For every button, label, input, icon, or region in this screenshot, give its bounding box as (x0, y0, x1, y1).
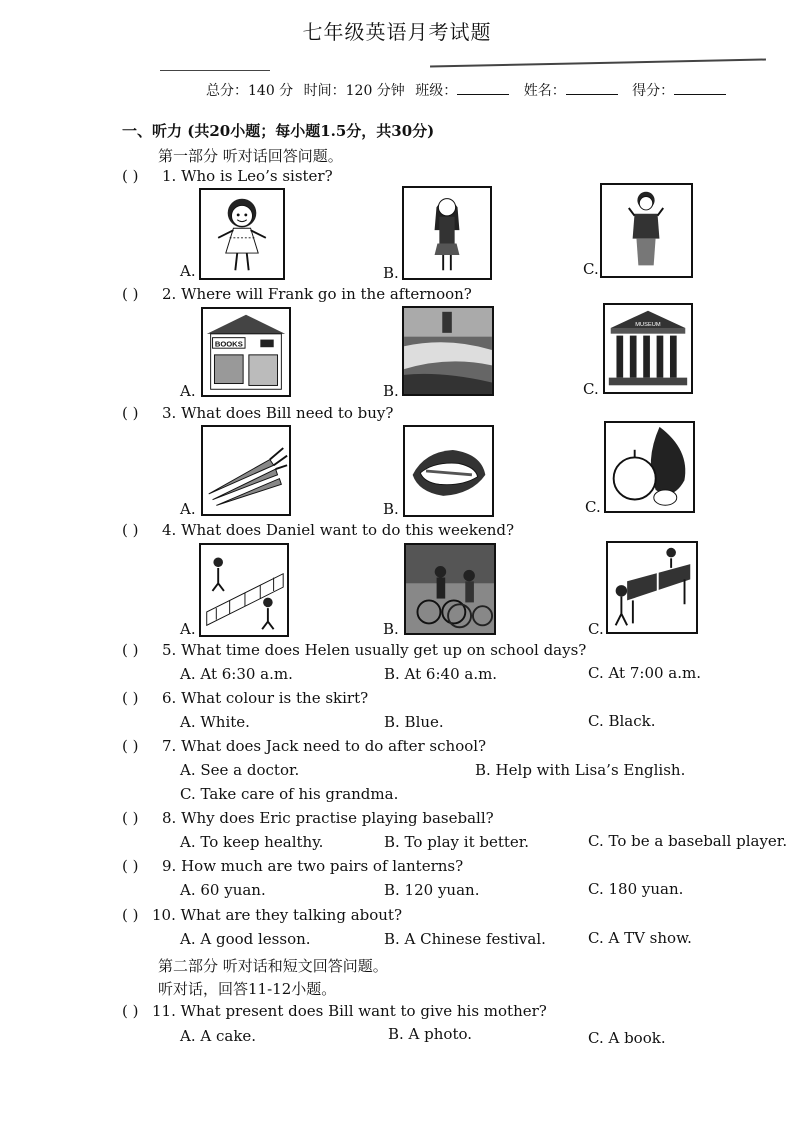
tennis-picture (199, 543, 289, 637)
option-b: B. A Chinese festival. (384, 930, 546, 948)
answer-blank[interactable]: ( ) (122, 1002, 139, 1020)
total-score: 总分：140 分 (206, 83, 294, 99)
header-rule-left (160, 70, 270, 71)
option-a: A. 60 yuan. (180, 881, 266, 899)
option-b: B. At 6:40 a.m. (384, 665, 498, 683)
answer-blank[interactable]: ( ) (122, 906, 139, 924)
option-label: C. (583, 260, 599, 278)
question-text: 9. How much are two pairs of lanterns? (162, 857, 464, 875)
question-text: 3. What does Bill need to buy? (162, 404, 394, 422)
girl-standing-picture (402, 186, 492, 280)
question-text: 11. What present does Bill want to give his mother? (152, 1002, 547, 1020)
class-field[interactable] (457, 82, 509, 95)
girl-in-dress-picture (199, 188, 285, 280)
option-c: C. Take care of his grandma. (180, 785, 399, 803)
option-label: A. (180, 500, 196, 518)
answer-blank[interactable]: ( ) (122, 689, 139, 707)
score-field[interactable] (674, 82, 726, 95)
option-label: B. (383, 500, 399, 518)
exam-time: 时间：120 分钟 (303, 83, 405, 99)
question-text: 5. What time does Helen usually get up on school days? (162, 641, 587, 659)
part1-heading: 第一部分 听对话回答问题。 (158, 147, 343, 165)
option-b: B. Help with Lisa’s English. (475, 761, 686, 779)
option-a: A. See a doctor. (180, 761, 300, 779)
answer-blank[interactable]: ( ) (122, 857, 139, 875)
meat-picture (403, 425, 494, 517)
question-text: 1. Who is Leo’s sister? (162, 167, 333, 185)
bookstore-picture (201, 307, 291, 397)
option-label: B. (383, 620, 399, 638)
option-label: C. (583, 380, 599, 398)
museum-picture (603, 303, 693, 394)
answer-blank[interactable]: ( ) (122, 285, 139, 303)
answer-blank[interactable]: ( ) (122, 404, 139, 422)
option-label: A. (180, 262, 196, 280)
option-label: C. (588, 620, 604, 638)
header-rule-right (430, 58, 766, 67)
option-label: B. (383, 264, 399, 282)
option-c: C. Black. (588, 712, 656, 730)
name-label: 姓名： (523, 83, 566, 99)
bookstore-sign: BOOKS (214, 339, 243, 349)
girl-jacket-picture (600, 183, 693, 278)
option-c: C. A TV show. (588, 929, 692, 947)
option-c: C. At 7:00 a.m. (588, 664, 701, 682)
option-c: C. A book. (588, 1029, 666, 1047)
option-a: A. To keep healthy. (180, 833, 324, 851)
question-text: 10. What are they talking about? (152, 906, 402, 924)
option-label: C. (585, 498, 601, 516)
park-picture (402, 306, 494, 396)
option-a: A. White. (180, 713, 250, 731)
table-tennis-picture (606, 541, 698, 634)
onions-picture (604, 421, 695, 513)
answer-blank[interactable]: ( ) (122, 809, 139, 827)
part2-heading: 第二部分 听对话和短文回答问题。 (158, 957, 388, 975)
exam-title: 七年级英语月考试题 (302, 20, 492, 44)
carrots-picture (201, 425, 291, 516)
option-a: A. At 6:30 a.m. (180, 665, 293, 683)
question-text: 2. Where will Frank go in the afternoon? (162, 285, 472, 303)
cycling-picture (404, 543, 496, 635)
question-text: 8. Why does Eric practise playing baseball? (162, 809, 494, 827)
answer-blank[interactable]: ( ) (122, 737, 139, 755)
section-heading: 一、听力 (共20小题；每小题1.5分，共30分) (122, 122, 435, 140)
part2-subheading: 听对话，回答11-12小题。 (158, 980, 337, 998)
class-label: 班级： (415, 83, 458, 99)
option-b: B. 120 yuan. (384, 881, 480, 899)
option-b: B. To play it better. (384, 833, 530, 851)
option-b: B. Blue. (384, 713, 444, 731)
option-label: A. (180, 620, 196, 638)
option-c: C. To be a baseball player. (588, 832, 788, 850)
answer-blank[interactable]: ( ) (122, 521, 139, 539)
option-a: A. A good lesson. (180, 930, 311, 948)
question-text: 6. What colour is the skirt? (162, 689, 369, 707)
option-a: A. A cake. (180, 1027, 257, 1045)
question-text: 7. What does Jack need to do after school? (162, 737, 487, 755)
option-label: B. (383, 382, 399, 400)
option-b: B. A photo. (388, 1025, 473, 1043)
question-text: 4. What does Daniel want to do this weekend? (162, 521, 515, 539)
score-label: 得分： (632, 83, 675, 99)
option-c: C. 180 yuan. (588, 880, 684, 898)
option-label: A. (180, 382, 196, 400)
museum-sign: MUSEUM (635, 322, 661, 329)
answer-blank[interactable]: ( ) (122, 167, 139, 185)
name-field[interactable] (566, 82, 618, 95)
answer-blank[interactable]: ( ) (122, 641, 139, 659)
exam-info-line (206, 80, 726, 100)
